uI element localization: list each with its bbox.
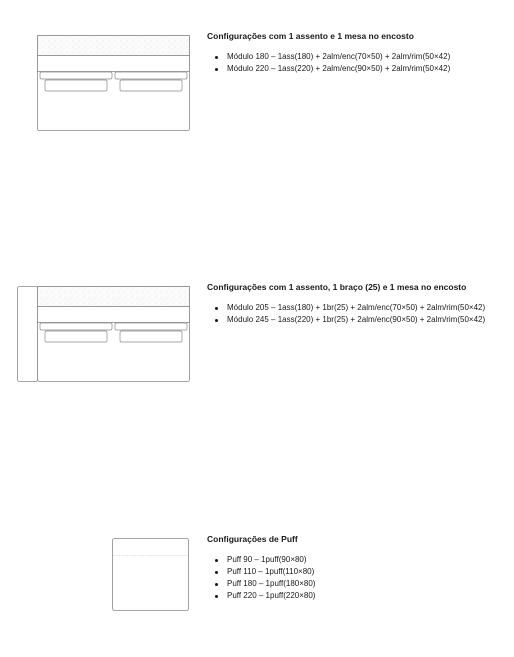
config-text-seat-arm-table [207,282,485,326]
puff-outline [113,539,189,611]
puff-drawing [111,537,191,613]
config-text-seat-table [207,31,450,75]
sofa-seat-table-drawing [36,34,192,134]
sofa-arm [18,287,38,382]
back-table-top [38,36,190,56]
backrest-band [38,56,190,72]
lumbar-cushion-right [120,331,182,342]
config-text-puff [207,534,315,602]
list-item: Puff 110 – 1puff(110×80) [207,566,315,578]
section-heading: Configurações de Puff [207,534,298,544]
back-cushion-right [115,72,187,79]
list-item: Módulo 220 – 1ass(220) + 2alm/enc(90×50) + 2alm/rim(50×42) [207,63,450,75]
list-item: Puff 90 – 1puff(90×80) [207,554,315,566]
back-cushion-left [40,72,112,79]
list-item: Módulo 180 – 1ass(180) + 2alm/enc(70×50) + 2alm/rim(50×42) [207,51,450,63]
sofa-seat-arm-table-svg [16,285,192,385]
module-list [207,302,485,326]
backrest-band [38,307,190,323]
lumbar-cushion-left [45,80,107,91]
list-item: Módulo 245 – 1ass(220) + 1br(25) + 2alm/enc(90×50) + 2alm/rim(50×42) [207,314,485,326]
list-item: Puff 220 – 1puff(220×80) [207,590,315,602]
section-heading: Configurações com 1 assento e 1 mesa no encosto [207,31,414,41]
back-cushion-right [115,323,187,330]
back-table-top [38,287,190,307]
sofa-seat-arm-table-drawing [16,285,192,385]
section-heading: Configurações com 1 assento, 1 braço (25) e 1 mesa no encosto [207,282,467,292]
lumbar-cushion-left [45,331,107,342]
list-item: Módulo 205 – 1ass(180) + 1br(25) + 2alm/enc(70×50) + 2alm/rim(50×42) [207,302,485,314]
module-list [207,51,450,75]
puff-svg [111,537,191,613]
lumbar-cushion-right [120,80,182,91]
puff-list [207,554,315,602]
list-item: Puff 180 – 1puff(180×80) [207,578,315,590]
sofa-seat-table-svg [36,34,192,134]
back-cushion-left [40,323,112,330]
